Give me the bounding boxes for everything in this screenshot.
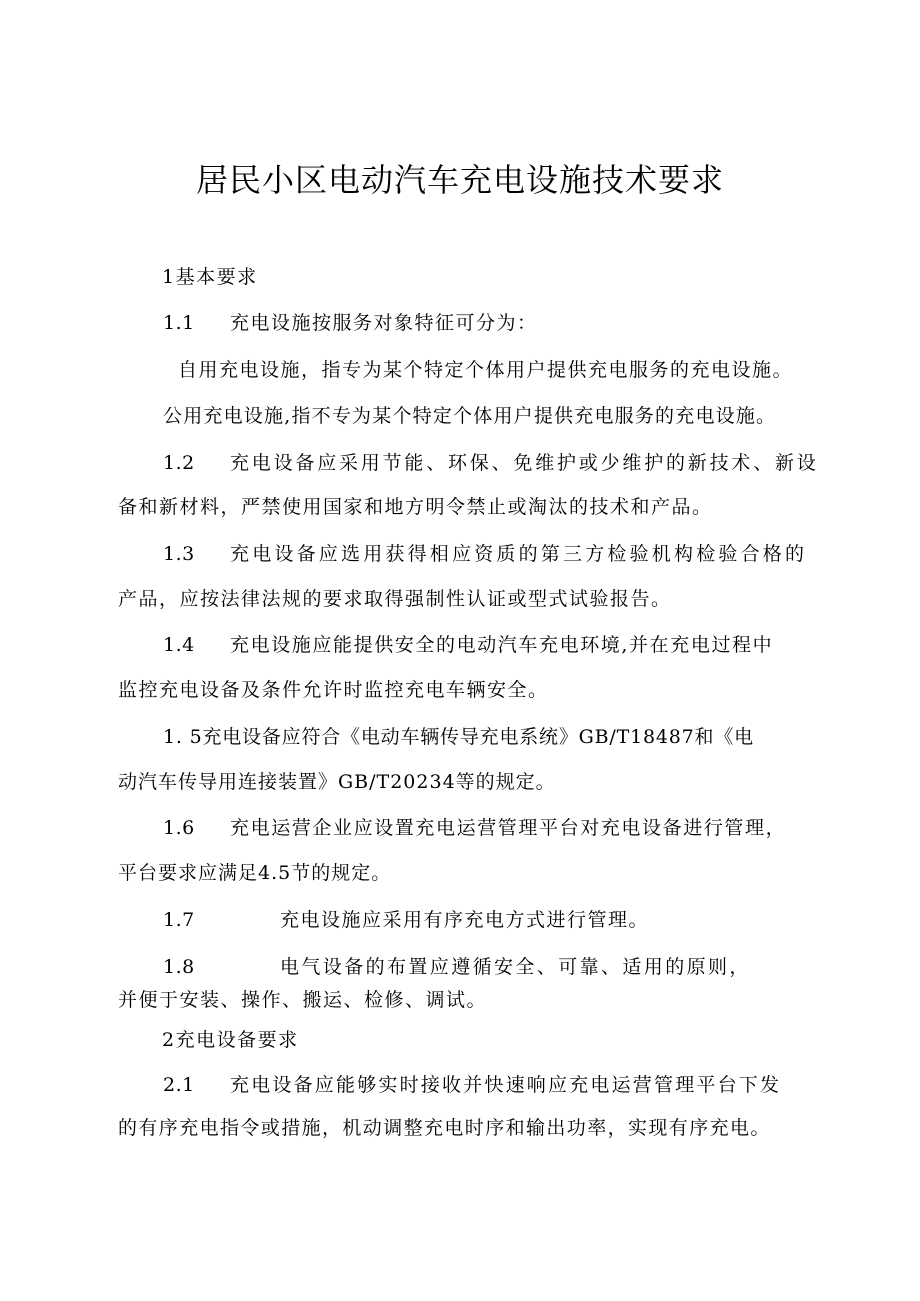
clause-1-1-text: 充电设施按服务对象特征可分为： <box>230 312 538 334</box>
clause-1-2-text: 充电设备应采用节能、环保、免维护或少维护的新技术、新设 <box>230 452 819 474</box>
clause-2-1-continuation: 的有序充电指令或措施，机动调整充电时序和输出功率，实现有序充电。 <box>118 1117 771 1139</box>
clause-1-8-number: 1.8 <box>163 956 195 978</box>
clause-1-1-item-b: 公用充电设施,指不专为某个特定个体用户提供充电服务的充电设施。 <box>163 405 777 427</box>
clause-1-4-number: 1.4 <box>163 634 195 656</box>
clause-1-1-item-a: 自用充电设施，指专为某个特定个体用户提供充电服务的充电设施。 <box>178 359 794 381</box>
clause-1-5-text: 1. 5充电设备应符合《电动车辆传导充电系统》GB/T18487和《电 <box>163 726 754 748</box>
clause-1-3-continuation: 产品，应按法律法规的要求取得强制性认证或型式试验报告。 <box>118 588 672 610</box>
clause-1-3-text: 充电设备应选用获得相应资质的第三方检验机构检验合格的 <box>230 543 808 565</box>
clause-1-6-continuation: 平台要求应满足4.5节的规定。 <box>118 862 392 884</box>
clause-1-7-number: 1.7 <box>163 909 195 931</box>
clause-1-1-number: 1.1 <box>163 312 195 334</box>
clause-1-7-text: 充电设施应采用有序充电方式进行管理。 <box>280 909 650 931</box>
section-1-heading: 1基本要求 <box>162 266 258 288</box>
clause-1-6-number: 1.6 <box>163 817 195 839</box>
clause-2-1-number: 2.1 <box>163 1074 195 1096</box>
clause-1-8-text: 电气设备的布置应遵循安全、可靠、适用的原则， <box>280 956 751 978</box>
clause-1-6-text: 充电运营企业应设置充电运营管理平台对充电设备进行管理， <box>230 817 787 839</box>
clause-1-2-number: 1.2 <box>163 452 195 474</box>
document-title: 居民小区电动汽车充电设施技术要求 <box>195 161 724 199</box>
clause-1-8-continuation: 并便于安装、操作、搬运、检修、调试。 <box>118 989 488 1011</box>
section-2-heading: 2充电设备要求 <box>162 1029 299 1051</box>
clause-1-4-text: 充电设施应能提供安全的电动汽车充电环境,并在充电过程中 <box>230 634 774 656</box>
clause-1-3-number: 1.3 <box>163 543 195 565</box>
clause-1-4-continuation: 监控充电设备及条件允许时监控充电车辆安全。 <box>118 679 549 701</box>
clause-1-5-continuation: 动汽车传导用连接装置》GB/T20234等的规定。 <box>118 771 556 793</box>
clause-2-1-text: 充电设备应能够实时接收并快速响应充电运营管理平台下发 <box>230 1074 782 1096</box>
clause-1-2-continuation: 备和新材料，严禁使用国家和地方明令禁止或淘汰的技术和产品。 <box>118 496 713 518</box>
